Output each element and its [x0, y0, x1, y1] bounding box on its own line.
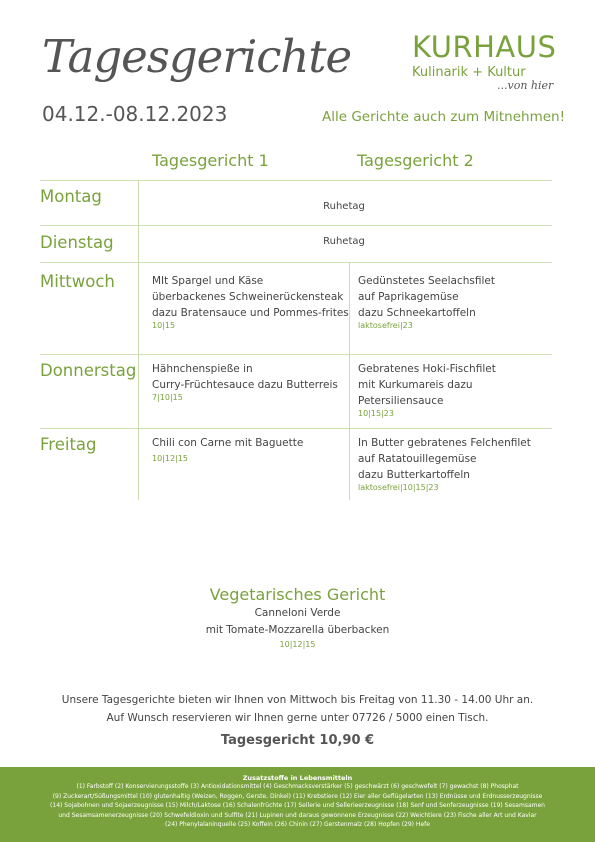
ruhetag-montag: Ruhetag: [323, 201, 365, 212]
dish-line: In Butter gebratenes Felchenfilet: [358, 437, 531, 449]
dish-line: auf Paprikagemüse: [358, 291, 459, 303]
price-label: Tagesgericht 10,90 €: [220, 733, 375, 748]
dish-donnerstag-1: [152, 361, 350, 403]
allergen-codes: 7|10|15: [152, 393, 183, 402]
allergen-codes: 10|15: [152, 321, 176, 330]
day-label-montag: Montag: [40, 187, 102, 206]
kurhaus-logo: [412, 30, 562, 92]
dish-line: Hähnchenspieße in: [152, 363, 253, 375]
allergen-codes: laktosefrei|10|15|23: [358, 483, 439, 492]
dish-donnerstag-2: [358, 361, 556, 419]
allergen-codes: 10|15|23: [358, 409, 394, 418]
dish-freitag-2: [358, 435, 556, 493]
dish-line: mit Kurkumareis dazu: [358, 379, 473, 391]
dish-freitag-1: [152, 435, 350, 464]
additives-line: (14) Sojabohnen und Sojaerzeugnisse (15) Milch/Laktose (16) Schalenfrüchte (17) Sellerie und Sellerieerzeugnisse (18) Senf und Senferzeugnisse (19) Sesamsamen: [50, 802, 545, 810]
additives-footer: [0, 767, 595, 842]
logo-sub-text: Kulinarik + Kultur: [412, 65, 526, 80]
dish-line: Gebratenes Hoki-Fischfilet: [358, 363, 496, 375]
divider-top: [40, 180, 552, 181]
additives-line: (24) Phenylalaninquelle (25) Koffein (26) Chinin (27) Gerstenmalz (28) Hopfen (29) Hefe: [165, 821, 430, 829]
divider-donnerstag: [40, 428, 552, 429]
dish-line: überbackenes Schweinerückensteak: [152, 291, 344, 303]
allergen-codes: 10|12|15: [152, 454, 188, 463]
dish-mittwoch-1: [152, 273, 350, 331]
dish-line: dazu Bratensauce und Pommes-frites: [152, 307, 349, 319]
dish-line: dazu Schneekartoffeln: [358, 307, 476, 319]
divider-mittwoch: [40, 354, 552, 355]
dish-line: MIt Spargel und Käse: [152, 275, 264, 287]
vegetarian-dish-line-1: Canneloni Verde: [254, 607, 341, 619]
vertical-divider-left: [138, 180, 139, 500]
day-label-mittwoch: Mittwoch: [40, 272, 115, 291]
day-label-dienstag: Dienstag: [40, 233, 114, 252]
dish-line: Curry-Früchtesauce dazu Butterreis: [152, 379, 338, 391]
additives-line: (9) Zuckerart/Süßungsmittel (10) glutenhaltig (Weizen, Roggen, Gerste, Dinkel) (11) Krebstiere (12) Eier aller Geflügelarten (13) Erdnüsse und Erdnusserzeugnisse: [52, 792, 543, 800]
dish-line: Gedünstetes Seelachsfilet: [358, 275, 495, 287]
divider-montag: [40, 225, 552, 226]
dish-line: dazu Butterkartoffeln: [358, 469, 470, 481]
date-range: 04.12.-08.12.2023: [42, 102, 228, 126]
divider-dienstag: [40, 262, 552, 263]
column-header-1: Tagesgericht 1: [152, 151, 269, 170]
dish-line: auf Ratatouillegemüse: [358, 453, 477, 465]
reservation-info: Auf Wunsch reservieren wir Ihnen gerne unter 07726 / 5000 einen Tisch.: [106, 712, 489, 724]
vegetarian-allergen-codes: 10|12|15: [279, 640, 316, 649]
additives-line: und Sesamsamenerzeugnisse (20) Schwefeldioxin und Sulfite (21) Lupinen und daraus gewonnene Erzeugnisse (22) Weichtiere (23) Fische aller Art und Kaviar: [58, 811, 537, 819]
allergen-codes: laktosefrei|23: [358, 321, 413, 330]
takeaway-note: Alle Gerichte auch zum Mitnehmen!: [322, 109, 565, 125]
vegetarian-dish-line-2: mit Tomate-Mozzarella überbacken: [205, 624, 390, 636]
additives-title: Zusatzstoffe in Lebensmitteln: [242, 774, 353, 782]
logo-main-text: KURHAUS: [412, 30, 557, 64]
logo-handwriting: ...von hier: [497, 79, 554, 92]
vegetarian-title: Vegetarisches Gericht: [209, 585, 386, 604]
additives-line: (1) Farbstoff (2) Konservierungsstoffe (3) Antioxidationsmittel (4) Geschmacksverstärker (5) geschwärzt (6) geschwefelt (7) gewachst (8) Phosphat: [76, 783, 519, 790]
page-title: Tagesgerichte: [42, 30, 352, 83]
dish-mittwoch-2: [358, 273, 556, 331]
ruhetag-dienstag: Ruhetag: [323, 236, 365, 247]
column-header-2: Tagesgericht 2: [357, 151, 474, 170]
day-label-freitag: Freitag: [40, 435, 97, 454]
dish-line: Chili con Carne mit Baguette: [152, 437, 304, 449]
dish-line: Petersiliensauce: [358, 395, 444, 407]
opening-hours-info: Unsere Tagesgerichte bieten wir Ihnen von Mittwoch bis Freitag von 11.30 - 14.00 Uhr an.: [61, 694, 534, 706]
day-label-donnerstag: Donnerstag: [40, 361, 137, 380]
